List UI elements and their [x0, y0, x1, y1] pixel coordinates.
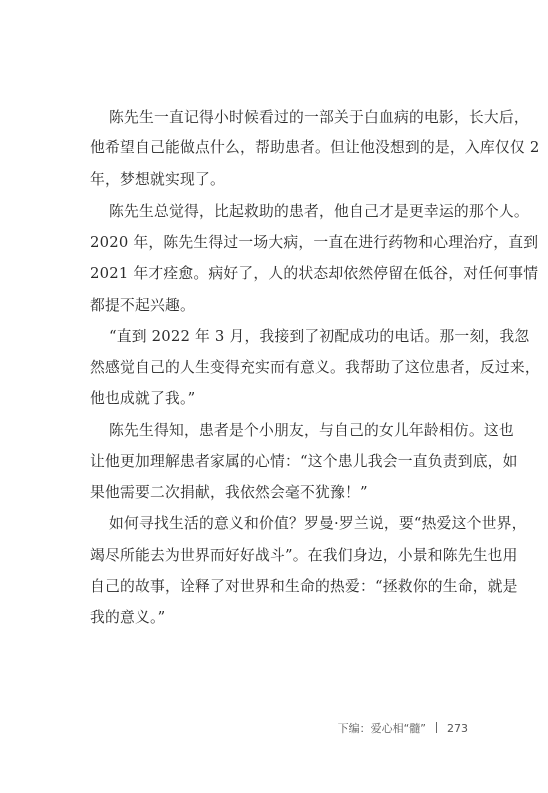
text-line: 陈先生一直记得小时候看过的一部关于白血病的电影，长大后， [109, 109, 529, 126]
text-line: 竭尽所能去为世界而好好战斗”。在我们身边，小景和陈先生也用 [90, 547, 518, 564]
footer-divider [436, 722, 437, 733]
text-line: 自己的故事，诠释了对世界和生命的热爱：“拯救你的生命，就是 [90, 578, 518, 595]
page-footer [338, 720, 468, 736]
text-line: 果他需要二次捐献，我依然会毫不犹豫！” [90, 484, 368, 501]
text-line: 2021 年才痊愈。病好了，人的状态却依然停留在低谷，对任何事情 [90, 265, 539, 282]
text-line: “直到 2022 年 3 月，我接到了初配成功的电话。那一刻，我忽 [109, 328, 530, 345]
text-line: 他也成就了我。” [90, 390, 196, 407]
text-line: 都提不起兴趣。 [90, 297, 195, 314]
text-line: 2020 年，陈先生得过一场大病，一直在进行药物和心理治疗，直到 [90, 234, 539, 251]
text-line: 陈先生得知，患者是个小朋友，与自己的女儿年龄相仿。这也 [109, 422, 514, 439]
page-number: 273 [447, 722, 468, 735]
text-line: 年，梦想就实现了。 [90, 171, 225, 188]
text-line: 他希望自己能做点什么，帮助患者。但让他没想到的是，入库仅仅 2 [90, 139, 540, 156]
text-line: 然感觉自己的人生变得充实而有意义。我帮助了这位患者，反过来， [90, 359, 540, 376]
text-line: 让他更加理解患者家属的心情：“这个患儿我会一直负责到底，如 [90, 453, 518, 470]
footer-section-title: 下编：爱心相“髓” [337, 722, 426, 735]
text-line: 陈先生总觉得，比起救助的患者，他自己才是更幸运的那个人。 [109, 203, 529, 220]
text-line: 我的意义。” [90, 609, 166, 626]
text-line: 如何寻找生活的意义和价值？罗曼·罗兰说，要“热爱这个世界， [109, 515, 527, 532]
